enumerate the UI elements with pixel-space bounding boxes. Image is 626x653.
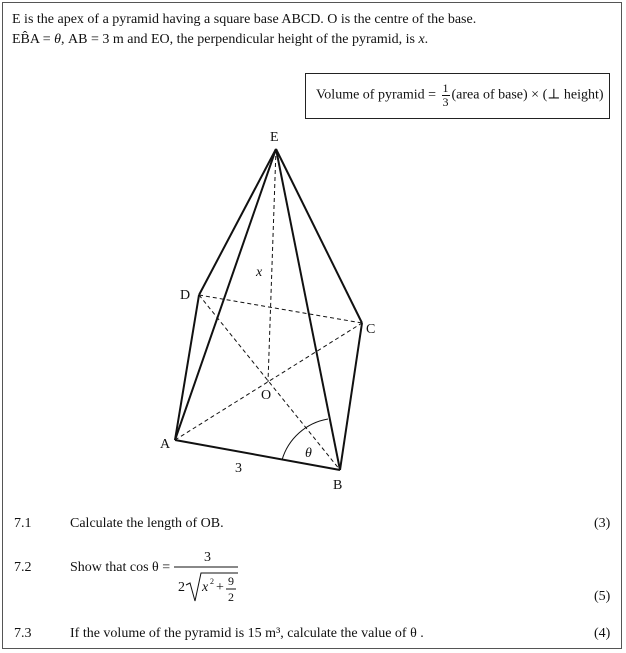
edge-DA — [175, 295, 199, 440]
question-7-1-number: 7.1 — [14, 516, 32, 531]
edge-DC-hidden — [199, 295, 362, 323]
label-B: B — [333, 478, 343, 493]
label-x: x — [256, 265, 263, 280]
label-D: D — [180, 288, 191, 303]
denominator-plus: + — [216, 580, 224, 595]
edge-AB — [175, 440, 340, 470]
intro-line-1: E is the apex of a pyramid having a square base ABCD. O is the centre of the base. — [12, 12, 477, 27]
label-theta: θ — [305, 446, 312, 461]
edge-EC — [276, 149, 362, 323]
question-7-3-number: 7.3 — [14, 626, 32, 641]
cos-theta-fraction — [170, 545, 250, 607]
intro-line-2-end: . — [424, 32, 429, 47]
denominator-x: x — [202, 580, 209, 595]
theta-symbol: θ — [54, 32, 62, 47]
denominator-coefficient: 2 — [178, 580, 185, 595]
question-7-2-marks: (5) — [594, 589, 611, 604]
label-C: C — [366, 322, 376, 337]
denominator-exponent: 2 — [210, 577, 214, 586]
inner-fraction-numerator: 9 — [228, 574, 234, 588]
question-7-3-marks: (4) — [594, 626, 611, 641]
label-O: O — [261, 388, 272, 403]
formula-label: Volume of pyramid = — [316, 87, 440, 103]
label-side-length: 3 — [235, 461, 242, 476]
formula-rest: (area of base) × (⊥ height) — [451, 87, 604, 103]
x-variable: x — [418, 32, 425, 47]
question-7-2-number: 7.2 — [14, 560, 32, 575]
angle-notation: EB̂A = — [12, 32, 55, 47]
question-7-1-marks: (3) — [594, 516, 611, 531]
question-7-2-text: Show that cos θ = — [70, 560, 171, 575]
cos-fraction-numerator: 3 — [204, 550, 211, 565]
fraction-numerator: 1 — [442, 81, 449, 95]
label-E: E — [270, 130, 279, 145]
edge-ED — [199, 149, 276, 295]
fraction-denominator: 3 — [442, 95, 449, 109]
question-7-1-text: Calculate the length of OB. — [70, 516, 224, 531]
height-EO — [268, 149, 276, 382]
inner-fraction-denominator: 2 — [228, 590, 234, 604]
question-7-3-text: If the volume of the pyramid is 15 m³, calculate the value of θ . — [70, 626, 424, 641]
diagonal-DB — [199, 295, 340, 470]
intro-line-2-middle: , AB = 3 m and EO, the perpendicular height of the pyramid, is — [61, 32, 419, 47]
edge-BC — [340, 323, 362, 470]
label-A: A — [160, 437, 171, 452]
